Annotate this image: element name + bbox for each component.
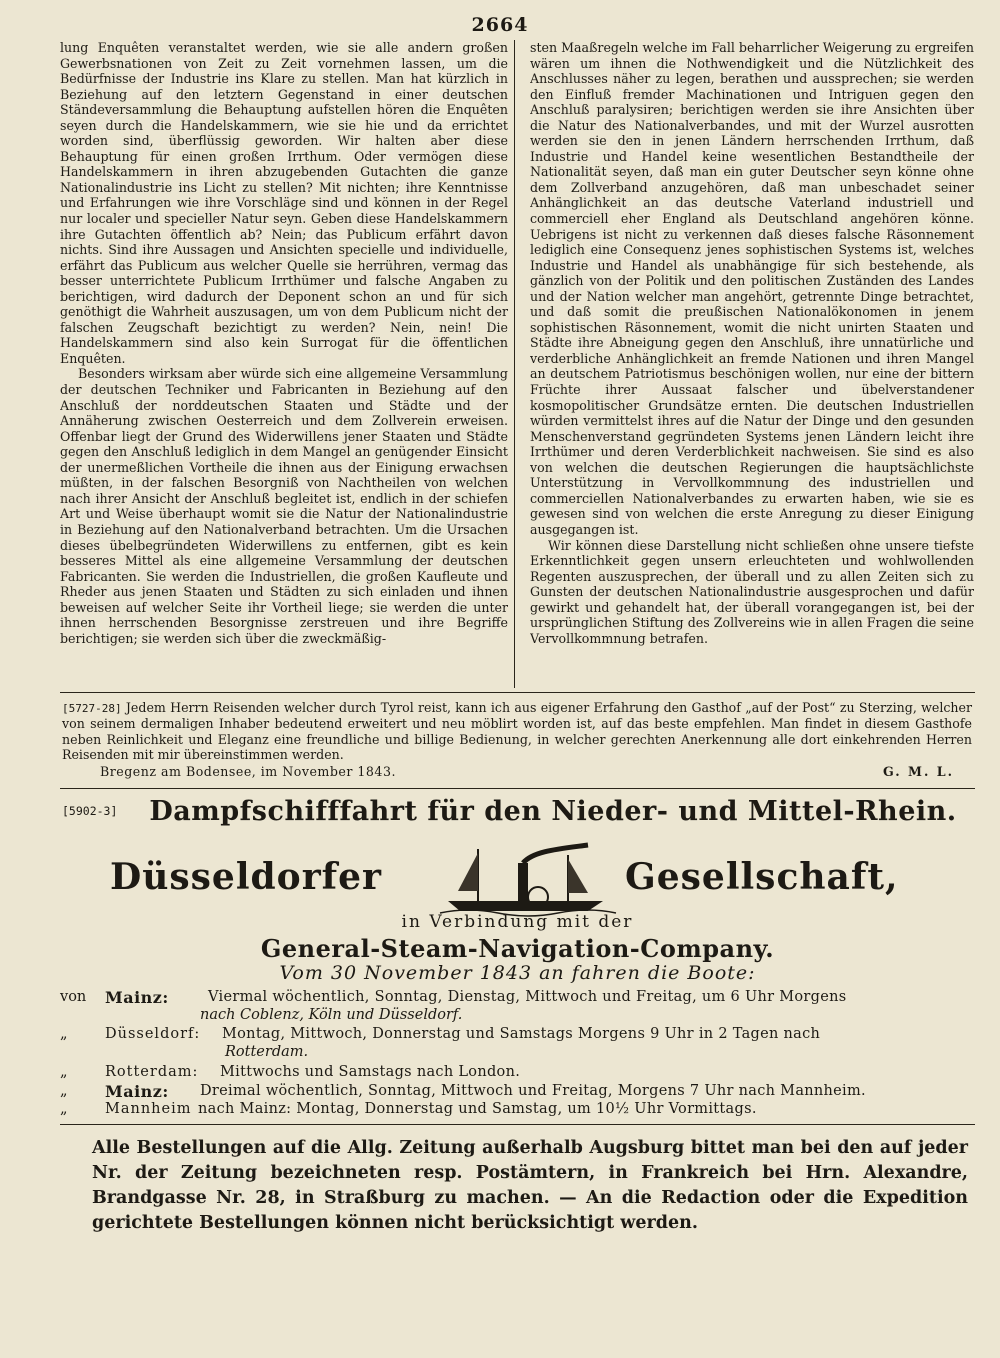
subscription-notice	[92, 1136, 968, 1236]
notice-signature: G. M. L.	[882, 763, 954, 779]
partner-company-name: General-Steam-Navigation-Company.	[260, 934, 775, 963]
route-origin: Düsseldorf:	[105, 1026, 201, 1042]
route-origin: Rotterdam:	[105, 1064, 199, 1080]
ad-effective-date: Vom 30 November 1843 an fahren die Boote:	[279, 962, 756, 984]
steamship-icon	[438, 841, 618, 919]
route-continuation: Rotterdam.	[225, 1044, 309, 1060]
route-lead: „	[60, 1083, 68, 1099]
left-column	[60, 40, 508, 688]
company-name-left: Düsseldorfer	[110, 856, 383, 898]
notice-text: Jedem Herrn Reisenden welcher durch Tyrol reist, kann ich aus eigener Erfahrung den Gasthof „auf der Post“ zu Sterzing, welcher von seinem dermaligen Inhaber bedeutend erweitert und neu möblirt worden ist, auf das beste empfehlen. Man findet in diesem Gasthofe neben Reinlichkeit und Eleganz eine freundliche und billige Bedienung, in welcher gerechten Anerkennung alle dort einkehrenden Herren Reisenden mit mir übereinstimmen werden.	[62, 700, 972, 763]
hotel-notice	[62, 700, 972, 780]
route-lead: von	[60, 989, 87, 1005]
route-continuation: nach Coblenz, Köln und Düsseldorf.	[200, 1007, 463, 1023]
right-column	[530, 40, 974, 688]
section-divider-ad	[60, 788, 975, 789]
article-columns	[60, 40, 975, 688]
steamship-advertisement	[60, 796, 975, 1116]
route-schedule: Dreimal wöchentlich, Sonntag, Mittwoch und Freitag, Morgens 7 Uhr nach Mannheim.	[200, 1083, 866, 1099]
route-lead: „	[60, 1101, 68, 1117]
route-schedule: Mittwochs und Samstags nach London.	[220, 1064, 521, 1080]
ad-reference: [5902-3]	[62, 804, 118, 818]
notice-dateline: Bregenz am Bodensee, im November 1843.	[100, 763, 396, 779]
page-number: 2664	[471, 14, 529, 36]
section-divider-bottom	[60, 1124, 975, 1125]
ad-partnership: in Verbindung mit der	[401, 912, 634, 932]
route-lead: „	[60, 1026, 68, 1042]
route-schedule: nach Mainz: Montag, Donnerstag und Samstag, um 10½ Uhr Vormittags.	[198, 1101, 757, 1117]
section-divider-top	[60, 692, 975, 693]
route-schedule: Viermal wöchentlich, Sonntag, Dienstag, Mittwoch und Freitag, um 6 Uhr Morgens	[208, 989, 847, 1005]
subscription-text: Alle Bestellungen auf die Allg. Zeitung außerhalb Augsburg bittet man bei den auf jeder Nr. der Zeitung bezeichneten resp. Postämtern, in Frankreich bei Hrn. Alexandre, Brandgasse Nr. 28, in Straßburg zu machen. — An die Redaction oder die Expedition gerichtete Bestellungen können nicht berücksichtigt werden.	[92, 1138, 968, 1233]
route-schedule: Montag, Mittwoch, Donnerstag und Samstags Morgens 9 Uhr in 2 Tagen nach	[222, 1026, 821, 1042]
notice-reference: [5727-28]	[62, 702, 122, 715]
right-paragraph-1: sten Maaßregeln welche im Fall beharrlicher Weigerung zu ergreifen wären um ihnen die Nothwendigkeit und die Nützlichkeit des Anschlusses näher zu legen, berathen und aussprechen; sie werden den Einfluß fremder Machinationen und Intriguen gegen den Anschluß paralysiren; berichtigen werden sie ihre Ansichten über die Natur des Nationalverbandes, und mit der Wurzel ausrotten werden sie den in jenen Ländern herrschenden Irrthum, daß Industrie und Handel keine wesentlichen Bestandtheile der Nationalität seyen, daß man ein guter Deutscher seyn könne ohne dem Zollverband anzugehören, daß man unbeschadet seiner Anhänglichkeit an das deutsche Vaterland industriell und commerciell eher England als Deutschland angehören könne. Uebrigens ist nicht zu verkennen daß dieses falsche Räsonnement lediglich eine Consequenz jenes sophistischen Systems ist, welches Industrie und Handel als unabhängige für sich bestehende, als gänzlich von der Politik und den politischen Zuständen des Landes und der Nation welcher man angehört, getrennte Dinge betrachtet, und daß somit die preußischen Nationalökonomen in jenem sophistischen Räsonnement, womit die nicht unirten Staaten und Städte ihre Abneigung gegen den Anschluß, ihre unnatürliche und verderbliche Anhänglichkeit an fremde Nationen und ihren Mangel an deutschem Patriotismus beschönigen wollen, nur eine der bittern Früchte ihrer Aussaat falscher und übelverstandener kosmopolitischer Grundsätze ernten. Die deutschen Industriellen würden vermittelst ihres auf die Natur der Dinge und den gesunden Menschenverstand gegründeten Systems jenen Ländern leicht ihre Irrthümer und deren Verderblichkeit nachweisen. Sie sind es also von welchen die deutschen Regierungen die hauptsächlichste Unterstützung in Vervollkommnung des industriellen und commerciellen Nationalverbandes zu erwarten haben, wie sie es gewesen sind von welchen die erste Anregung zu dieser Einigung ausgegangen ist.	[530, 40, 974, 537]
right-paragraph-2: Wir können diese Darstellung nicht schließen ohne unsere tiefste Erkenntlichkeit gegen unsern erleuchteten und wohlwollenden Regenten auszusprechen, der überall und zu allen Zeiten sich zu Gunsten der deutschen Nationalindustrie ausgesprochen und dafür gewirkt und gehandelt hat, der überall vorangegangen ist, bei der ursprünglichen Stiftung des Zollvereins wie in allen Fragen die seine Vervollkommnung betrafen.	[530, 537, 974, 646]
ad-headline: Dampfschifffahrt für den Nieder- und Mittel-Rhein.	[149, 796, 957, 827]
left-paragraph-2: Besonders wirksam aber würde sich eine allgemeine Versammlung der deutschen Techniker und Fabricanten in Beziehung auf den Anschluß der norddeutschen Staaten und Städte und der Annäherung zwischen Oesterreich und dem Zollverein erweisen. Offenbar liegt der Grund des Widerwillens jener Staaten und Städte gegen den Anschluß lediglich in dem Mangel an genügender Einsicht der unermeßlichen Vortheile die ihnen aus der Einigung erwachsen müßten, in der falschen Besorgniß von Nachtheilen von welchen nach ihrer Ansicht der Anschluß begleitet ist, endlich in der schiefen Art und Weise überhaupt womit sie die Natur der Nationalindustrie in Beziehung auf den Nationalverband betrachten. Um die Ursachen dieses übelbegründeten Widerwillens zu entfernen, gibt es kein besseres Mittel als eine allgemeine Versammlung der deutschen Fabricanten. Sie werden die Industriellen, die großen Kaufleute und Rheder aus jenen Staaten und Städten zu sich einladen und ihnen beweisen auf welcher Seite ihr Vortheil liege; sie werden die unter ihnen herrschenden Besorgnisse zerstreuen und ihre Begriffe berichtigen; sie werden sich über die zweckmäßig-	[60, 366, 508, 646]
route-origin: Mainz:	[105, 1082, 169, 1101]
route-lead: „	[60, 1064, 68, 1080]
company-name-right: Gesellschaft,	[625, 856, 899, 898]
route-origin: Mannheim	[105, 1101, 192, 1117]
column-divider	[514, 40, 515, 688]
route-origin: Mainz:	[105, 988, 169, 1007]
left-paragraph-1: lung Enquêten veranstaltet werden, wie sie alle andern großen Gewerbsnationen von Zeit zu Zeit vornehmen lassen, um die Bedürfnisse der Industrie ins Klare zu stellen. Man hat kürzlich in Beziehung auf den letztern Gegenstand in einer deutschen Ständeversammlung die Behauptung aufstellen hören die Enquêten seyen durch die Handelskammern, wie sie hie und da errichtet worden sind, überflüssig geworden. Wir halten aber diese Behauptung für einen großen Irrthum. Oder vermögen diese Handelskammern in ihren abzugebenden Gutachten die ganze Nationalindustrie ins Licht zu stellen? Mit nichten; ihre Kenntnisse und Erfahrungen wie ihre Vorschläge sind und können in der Regel nur localer und specieller Natur seyn. Geben diese Handelskammern ihre Gutachten öffentlich ab? Nein; das Publicum erfährt davon nichts. Sind ihre Aussagen und Ansichten specielle und individuelle, erfährt das Publicum aus welcher Quelle sie herrühren, vermag das besser unterrichtete Publicum Irrthümer und falsche Angaben zu berichtigen, wird dadurch der Deponent schon an und für sich genöthigt die Wahrheit auszusagen, um von dem Publicum nicht der falschen Zeugschaft bezichtigt zu werden? Nein, nein! Die Handelskammern sind also kein Surrogat für die öffentlichen Enquêten.	[60, 40, 508, 366]
